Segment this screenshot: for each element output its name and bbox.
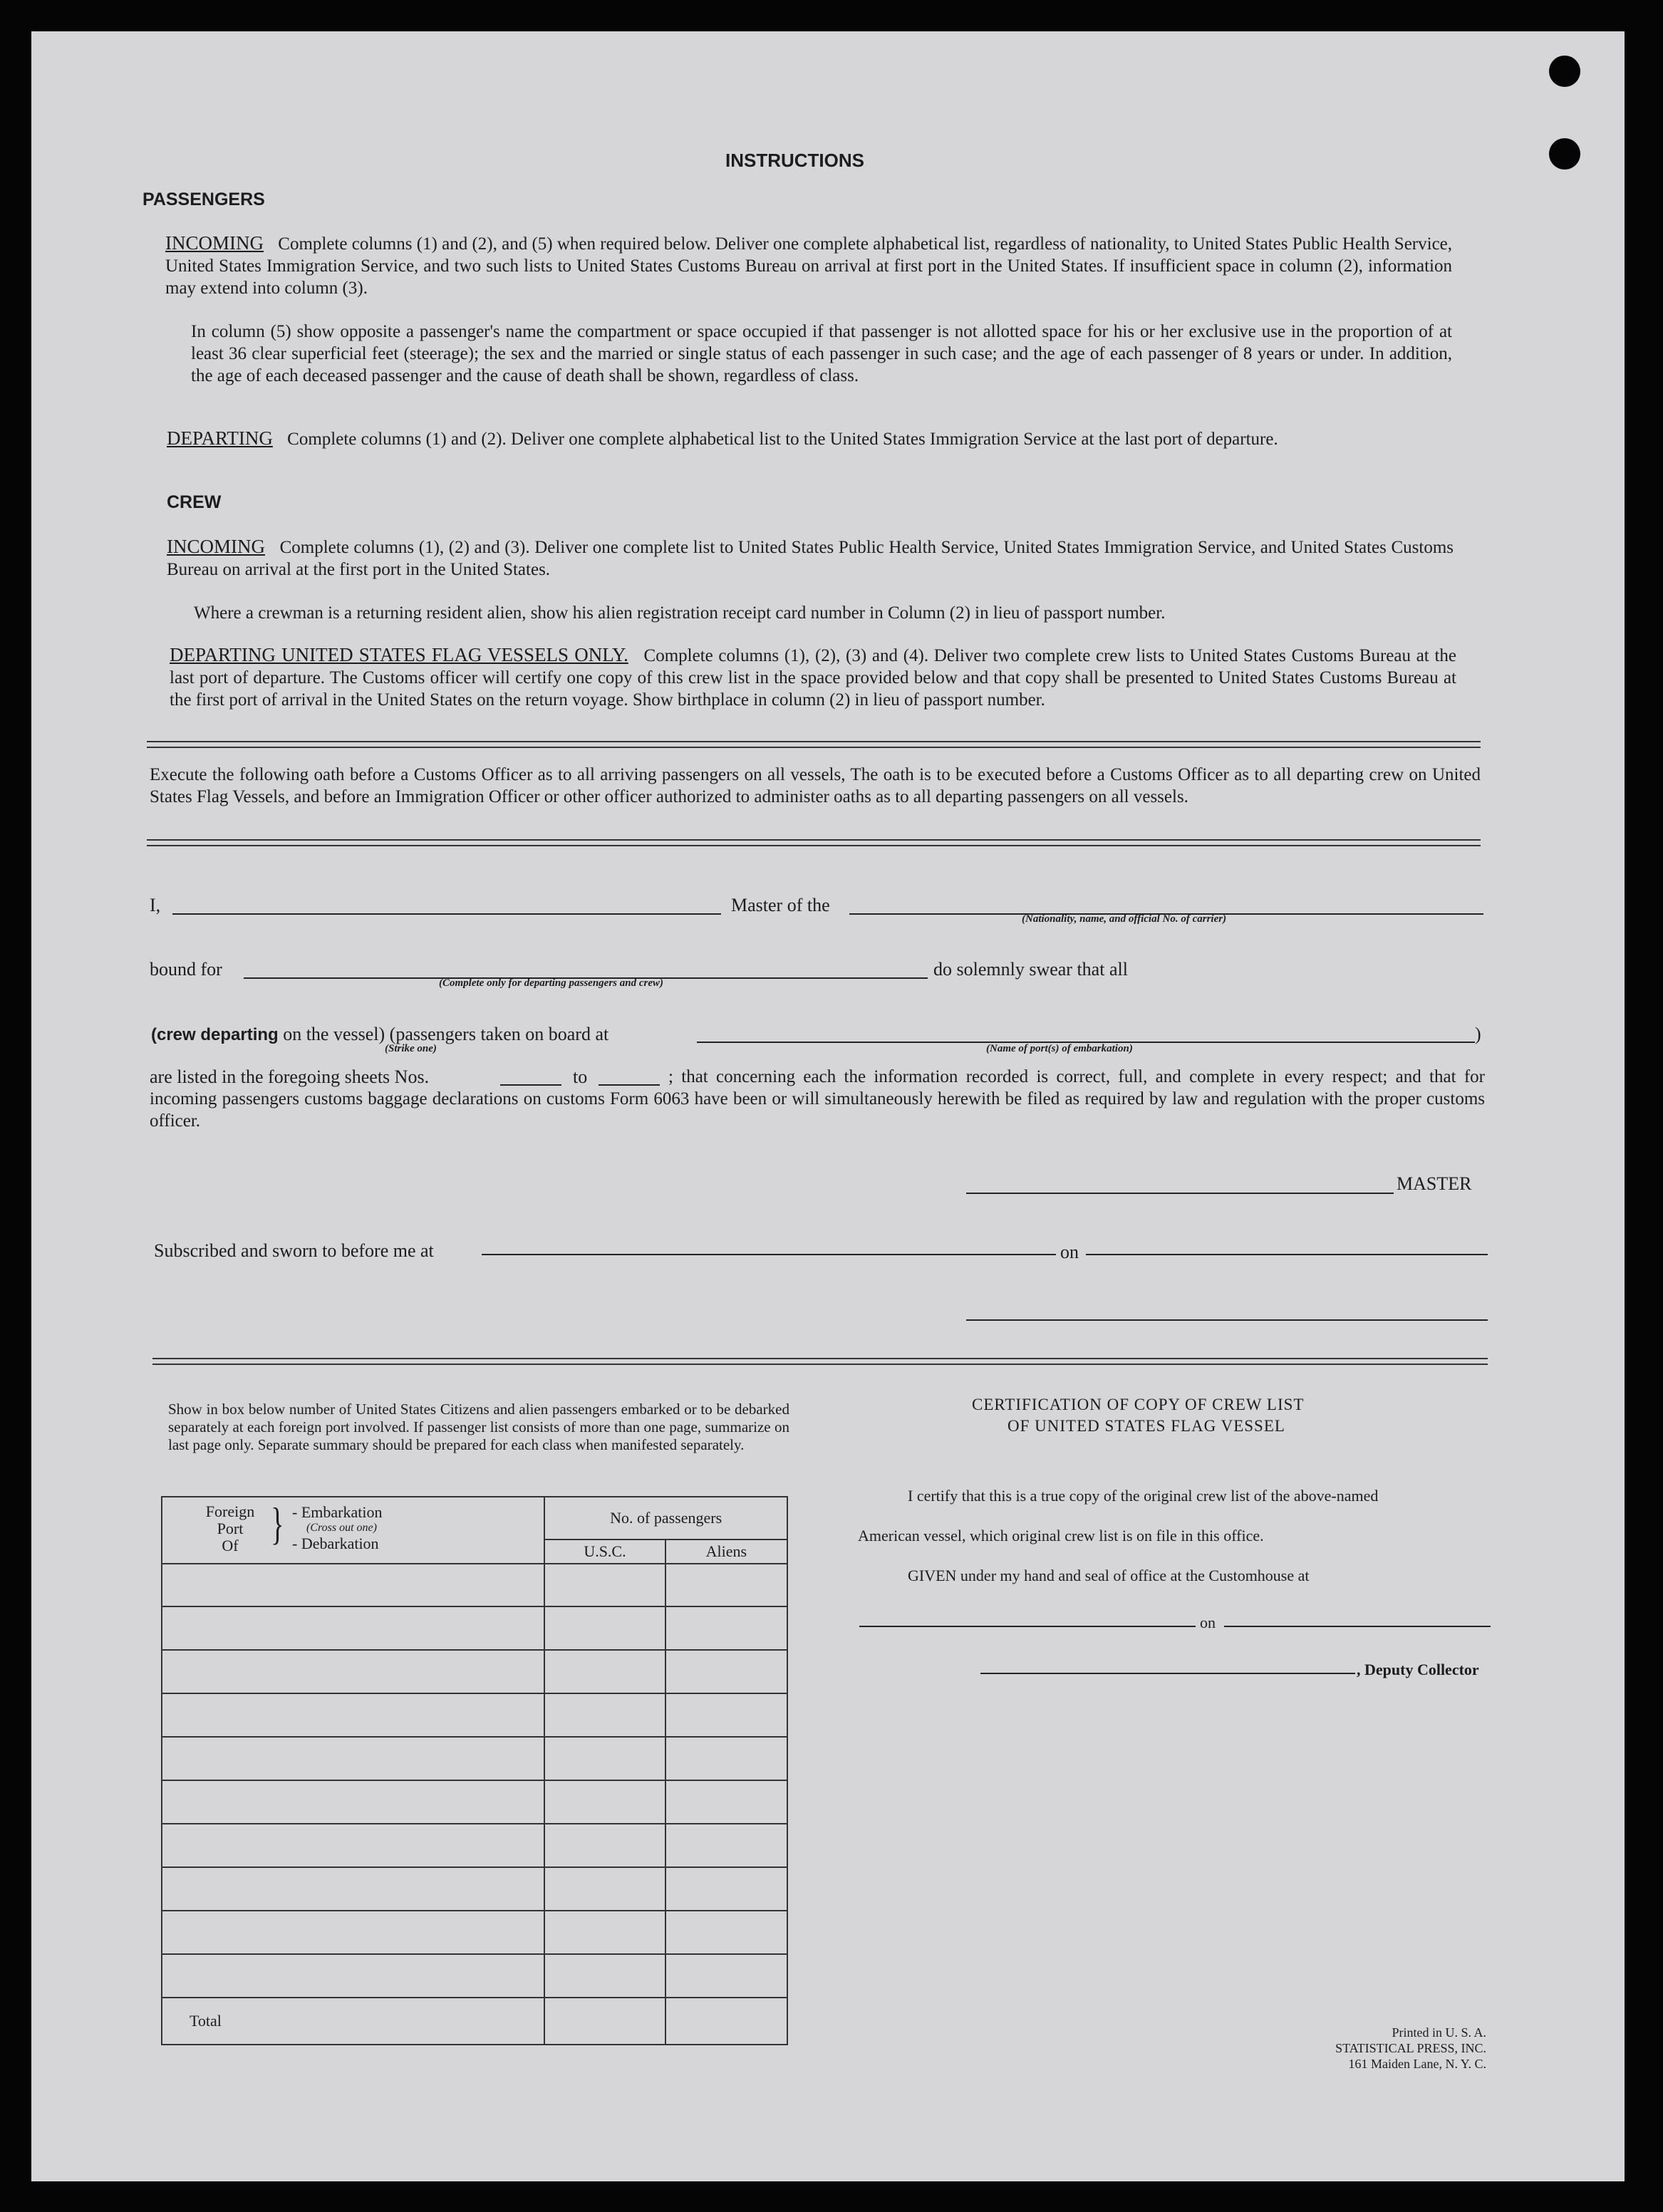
punch-hole <box>1549 138 1580 170</box>
carrier-caption: (Nationality, name, and official No. of carrier) <box>1022 913 1227 925</box>
officer-signature-field[interactable] <box>966 1319 1488 1321</box>
usc-cell[interactable] <box>544 1564 665 1606</box>
usc-cell[interactable] <box>544 1954 665 1998</box>
usc-cell[interactable] <box>544 1737 665 1780</box>
certify-date-field[interactable] <box>1224 1626 1491 1627</box>
aliens-cell[interactable] <box>665 1564 787 1606</box>
bound-for-label: bound for <box>150 959 222 980</box>
certify-line2: American vessel, which original crew list is on file in this office. <box>858 1527 1264 1544</box>
port-cell[interactable] <box>162 1911 544 1954</box>
summary-instructions: Show in box below number of United States Citizens and alien passengers embarked or to be debarked separately at each foreign port involved. If passenger list consists of more than one page, summarize on last page only. Separate summary should be prepared for each class when manifested separately. <box>168 1401 789 1453</box>
port-cell[interactable] <box>162 1954 544 1998</box>
strike-one-caption: (Strike one) <box>385 1043 437 1054</box>
punch-hole <box>1549 56 1580 87</box>
passengers-departing-label: DEPARTING <box>167 427 273 449</box>
port-cell[interactable] <box>162 1780 544 1824</box>
printer-line3: 161 Maiden Lane, N. Y. C. <box>1348 2057 1486 2071</box>
aliens-cell[interactable] <box>665 1606 787 1650</box>
aliens-cell[interactable] <box>665 1693 787 1737</box>
master-name-field[interactable] <box>172 913 721 915</box>
crew-departing-paragraph <box>170 644 1456 711</box>
aliens-cell[interactable] <box>665 1911 787 1954</box>
subscribed-label: Subscribed and sworn to before me at <box>154 1240 434 1261</box>
strike-choice <box>151 1023 608 1046</box>
table-row <box>162 1867 787 1911</box>
port-cell[interactable] <box>162 1867 544 1911</box>
aliens-cell[interactable] <box>665 1780 787 1824</box>
crew-departing-option: (crew departing <box>151 1025 279 1044</box>
table-row <box>162 1780 787 1824</box>
master-signature-field[interactable] <box>966 1193 1394 1194</box>
section-divider <box>147 839 1481 846</box>
usc-cell[interactable] <box>544 1780 665 1824</box>
port-cell[interactable] <box>162 1606 544 1650</box>
port-cell[interactable] <box>162 1564 544 1606</box>
usc-cell[interactable] <box>544 1911 665 1954</box>
table-row <box>162 1911 787 1954</box>
of-label: Of <box>222 1537 239 1554</box>
subscribed-on-label: on <box>1060 1242 1079 1262</box>
passengers-column5-text: In column (5) show opposite a passenger's name the compartment or space occupied if that passenger is not allotted space for his or her exclusive use in the proportion of at least 36 clear superficial feet (steerage); the sex and the married or single status of each passenger in such case; and the age of each passenger of 8 years or under. In addition, the age of each deceased passenger and the cause of death shall be shown, regardless of class. <box>191 322 1452 385</box>
passengers-departing-paragraph <box>167 427 1452 450</box>
oath-instructions: Execute the following oath before a Customs Officer as to all arriving passengers on all vessels, The oath is to be executed before a Customs Officer as to all departing crew on United States Flag Vessels, and before an Immigration Officer or other officer authorized to administer oaths as to all departing passengers on all vessels. <box>150 765 1481 806</box>
aliens-cell[interactable] <box>665 1867 787 1911</box>
table-row <box>162 1564 787 1606</box>
aliens-cell[interactable] <box>665 1954 787 1998</box>
usc-cell[interactable] <box>544 1693 665 1737</box>
printer-imprint <box>1280 2025 1486 2072</box>
passengers-incoming-paragraph <box>165 232 1452 299</box>
port-caption: (Name of port(s) of embarkation) <box>986 1043 1133 1054</box>
aliens-cell[interactable] <box>665 1824 787 1867</box>
usc-cell[interactable] <box>544 1650 665 1693</box>
passengers-departing-text: Complete columns (1) and (2). Deliver one complete alphabetical list to the United States Immigration Service at the last port of departure. <box>287 430 1278 449</box>
sheets-label: are listed in the foregoing sheets Nos. <box>150 1066 430 1087</box>
section-divider <box>147 741 1481 748</box>
aliens-header: Aliens <box>665 1539 787 1564</box>
foreign-label: Foreign <box>205 1502 255 1520</box>
passengers-incoming-text: Complete columns (1) and (2), and (5) when required below. Deliver one complete alphabetical list, regardless of nationality, to United States Public Health Service, United States Immigration Service, and two such lists to United States Customs Bureau on arrival at first port in the United States. If insufficient space in column (2), information may extend into column (3). <box>165 234 1453 298</box>
deputy-signature-field[interactable] <box>980 1673 1355 1674</box>
crew-incoming-paragraph <box>167 536 1454 581</box>
table-row <box>162 1824 787 1867</box>
close-paren: ) <box>1475 1024 1481 1044</box>
table-row <box>162 1693 787 1737</box>
crew-incoming-text: Complete columns (1), (2) and (3). Deliver one complete list to United States Public Health Service, United States Immigration Service, and United States Customs Bureau on arrival at the first port in the United States. <box>167 538 1454 579</box>
crew-heading: CREW <box>167 492 222 512</box>
certify-line3: GIVEN under my hand and seal of office at the Customhouse at <box>908 1567 1310 1584</box>
brace-glyph: } <box>271 1498 284 1549</box>
table-row <box>162 1954 787 1998</box>
passengers-heading: PASSENGERS <box>143 189 265 209</box>
sheets-to-label: to <box>573 1066 588 1087</box>
port-cell[interactable] <box>162 1693 544 1737</box>
on-vessel-text: on the vessel) (passengers taken on board at <box>283 1024 609 1044</box>
master-label: MASTER <box>1397 1173 1472 1194</box>
oath-statement: ; that concerning each the information recorded is correct, full, and complete in every respect; and that for incoming passengers customs baggage declarations on customs Form 6063 have been or will simultaneously herewith be filed as required by law and regulation with the proper customs officer. <box>150 1067 1485 1131</box>
section-divider <box>152 1358 1488 1365</box>
bound-for-caption: (Complete only for departing passengers and crew) <box>439 977 663 989</box>
table-row <box>162 1650 787 1693</box>
page-title: INSTRUCTIONS <box>725 150 864 171</box>
total-row <box>162 1998 787 2045</box>
crew-departing-label: DEPARTING UNITED STATES FLAG VESSELS ONLY. <box>170 644 628 665</box>
printer-line1: Printed in U. S. A. <box>1392 2025 1486 2040</box>
port-label: Port <box>217 1520 244 1537</box>
passengers-count-header: No. of passengers <box>544 1497 787 1539</box>
aliens-total-cell[interactable] <box>665 1998 787 2045</box>
port-cell[interactable] <box>162 1737 544 1780</box>
summary-table <box>161 1496 788 2045</box>
total-label: Total <box>162 1998 544 2045</box>
usc-header: U.S.C. <box>544 1539 665 1564</box>
crew-resident-text: Where a crewman is a returning resident alien, show his alien registration receipt card number in Column (2) in lieu of passport number. <box>194 603 1166 623</box>
port-cell[interactable] <box>162 1824 544 1867</box>
foreign-port-header <box>162 1497 544 1564</box>
port-cell[interactable] <box>162 1650 544 1693</box>
solemnly-swear-label: do solemnly swear that all <box>933 959 1128 980</box>
usc-cell[interactable] <box>544 1606 665 1650</box>
certification-title-line1: CERTIFICATION OF COPY OF CREW LIST <box>972 1396 1305 1413</box>
certify-on-label: on <box>1200 1614 1216 1631</box>
deputy-collector-label: , Deputy Collector <box>1357 1661 1479 1678</box>
table-row <box>162 1737 787 1780</box>
debarkation-option[interactable]: - Debarkation <box>292 1535 379 1552</box>
printer-line2: STATISTICAL PRESS, INC. <box>1335 2041 1486 2055</box>
aliens-cell[interactable] <box>665 1650 787 1693</box>
embarkation-option[interactable]: - Embarkation <box>292 1503 383 1521</box>
passengers-incoming-label: INCOMING <box>165 232 264 254</box>
certify-line1: I certify that this is a true copy of the original crew list of the above-named <box>908 1487 1379 1505</box>
crew-departing-text: Complete columns (1), (2), (3) and (4). Deliver two complete crew lists to United States Customs Bureau at the last port of departure. The Customs officer will certify one copy of this crew list in the space provided below and that copy shall be presented to United States Customs Bureau at the first port of arrival in the United States on the return voyage. Show birthplace in column (2) in lieu of passport number. <box>170 646 1456 710</box>
table-row <box>162 1606 787 1650</box>
subscribed-place-field[interactable] <box>482 1254 1056 1255</box>
customhouse-field[interactable] <box>859 1626 1196 1627</box>
cross-out-caption: (Cross out one) <box>306 1522 377 1534</box>
master-of-label: Master of the <box>731 895 830 915</box>
usc-total-cell[interactable] <box>544 1998 665 2045</box>
aliens-cell[interactable] <box>665 1737 787 1780</box>
subscribed-date-field[interactable] <box>1086 1254 1488 1255</box>
usc-cell[interactable] <box>544 1824 665 1867</box>
certification-title-line2: OF UNITED STATES FLAG VESSEL <box>1007 1417 1285 1435</box>
usc-cell[interactable] <box>544 1867 665 1911</box>
crew-incoming-label: INCOMING <box>167 536 265 557</box>
oath-i-label: I, <box>150 895 161 915</box>
